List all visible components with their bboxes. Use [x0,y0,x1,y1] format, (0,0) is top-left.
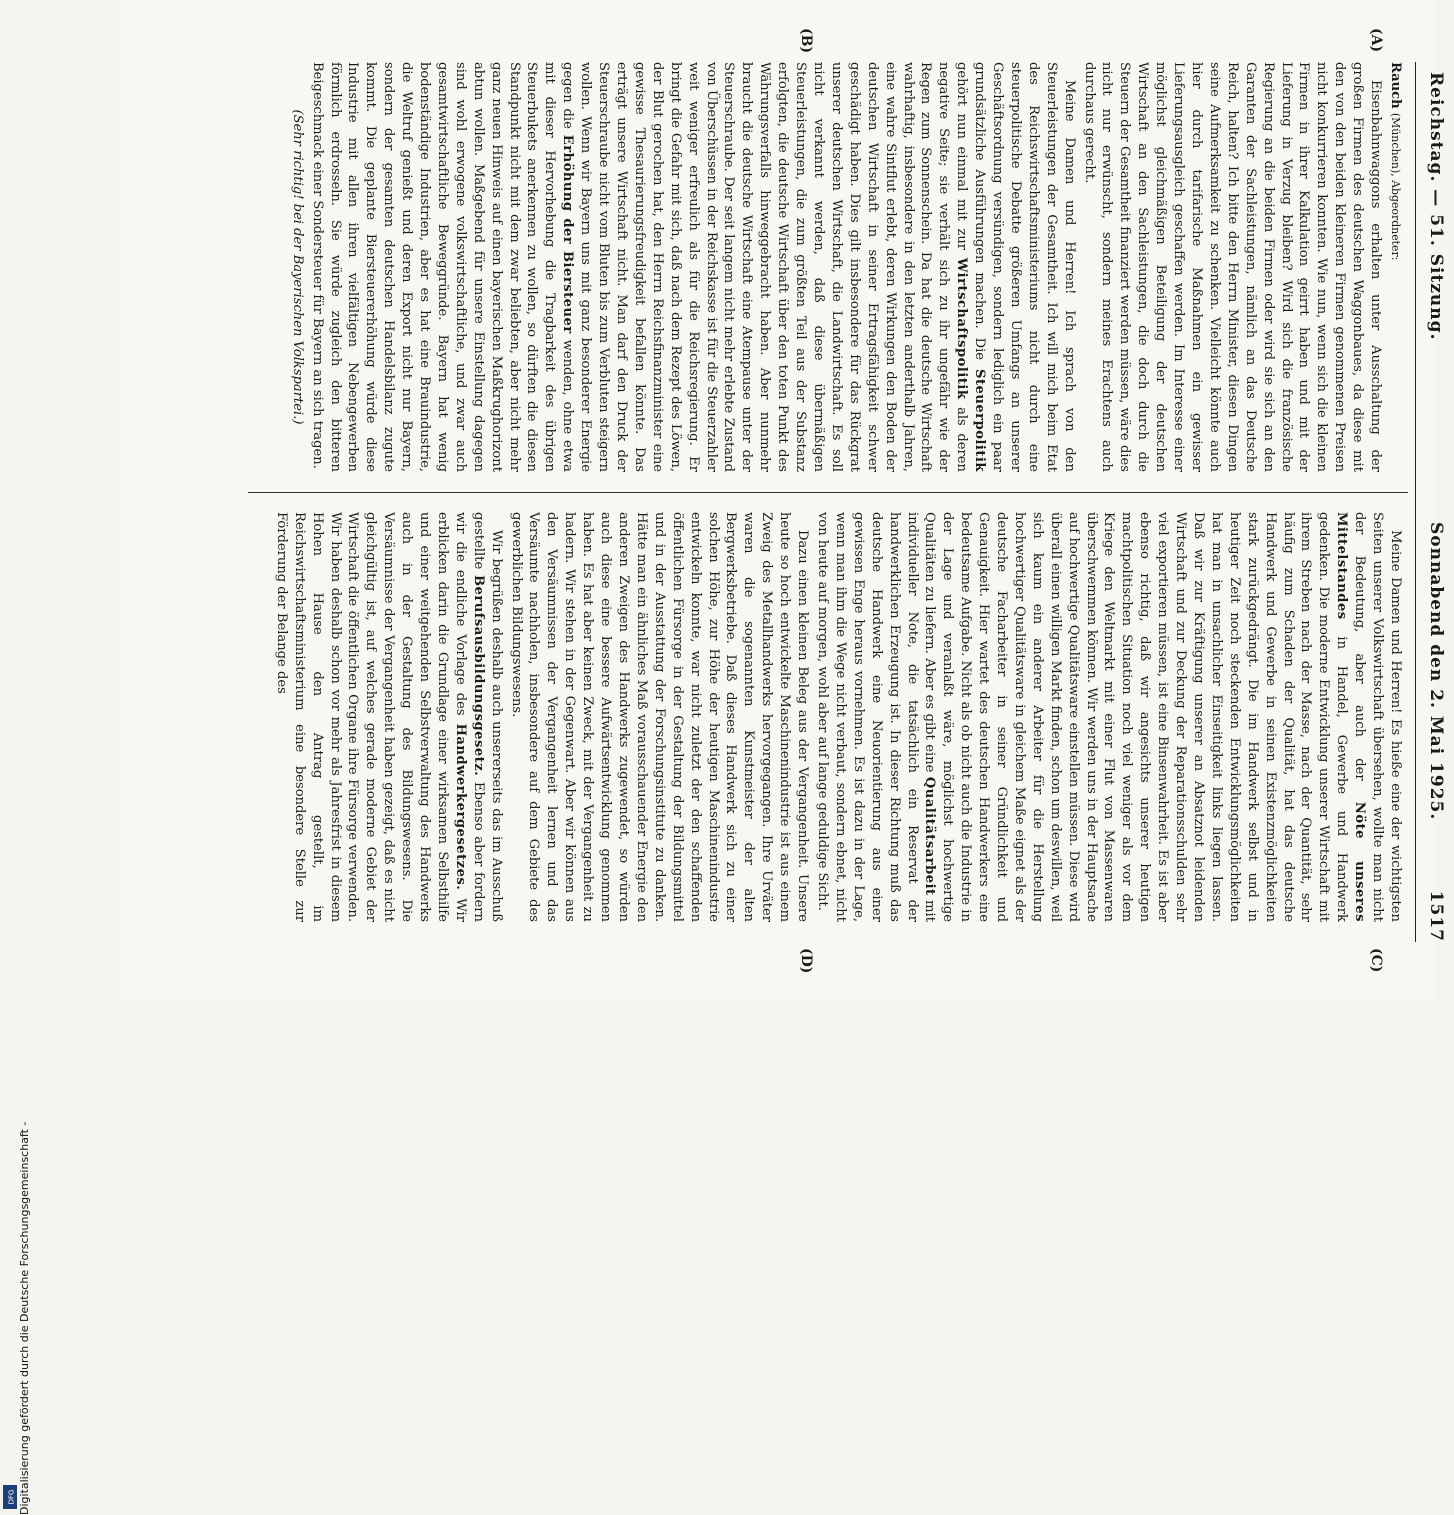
applause-note: (Sehr richtig! bei der Bayerischen Volkspartei.) [289,109,305,425]
margin-mark-c: (C) [1368,948,1384,973]
dfg-logo-text: DFG [7,1489,16,1505]
margin-mark-b: (B) [798,28,814,54]
column-separator [248,492,1408,493]
dfg-logo [3,1485,17,1509]
header-session: Reichstag. — 51. Sitzung. [1426,72,1446,341]
page-number: 1517 [1426,890,1446,942]
speaker-note: (München), Abgeordneter: [1389,112,1402,261]
text-run: Wir begrüßen deshalb auch unsererseits das im Ausschuß gestellte [470,512,504,922]
digitization-credit [0,520,31,1515]
speaker-line [1386,62,1404,472]
header-date: Sonnabend den 2. Mai 1925. [1426,522,1446,821]
emphasis: Erhöhung der Biersteuer [560,134,576,334]
scanned-page [120,0,1446,1000]
text-run: wenden, ohne etwa mit dieser Hervorhebung die Tragbarkeit des übrigen Steuerbukets anerkennen zu wollen, so dürften die diesen Standpunkt nicht mit dem zwar beliebten, aber nicht mehr ganz neuen Hinweis auf einen bayerischen Maßkrughorizont abtun wollen. Maßgebend für unsere Einstellung dagegen sind wohl erwogene volkswirtschaftliche, und zwar auch gesamtwirtschaftliche Beweggründe. Bayern hat wenig bodenständige Industrien, aber es hat eine Brauindustrie, die Weltruf genießt und deren Export nicht nur Bayern, sondern der gesamten deutschen Handelsbilanz zugute kommt. Die geplante Biersteuererhöhung würde diese Industrie mit allen ihren vielfältigen Nebengewerben förmlich erdrosseln. Sie würde zugleich den bitteren Beigeschmack einer Sondersteuer für Bayern an sich tragen. [309,62,576,472]
emphasis: Qualitätsarbeit [922,776,938,896]
emphasis: Berufsausbildungsgesetz. [470,574,486,777]
left-column [244,62,1404,472]
speaker-name: Rauch [1388,62,1403,109]
text-run: als deren negative Seite; sie verhält sich zu ihr ungefähr wie der Regen zum Sonnenschein. Da hat die deutsche Wirtschaft wahrhaftig, insbesondere in den letzten anderthalb Jahren, eine wahre Sintflut erlebt, deren Wirkungen den Boden der deutschen Wirtschaft in seiner Ertragsfähigkeit schwer geschädigt haben. Dies gilt insbesondere für das Rückgrat unserer deutschen Wirtschaft, die Landwirtschaft. Es soll nicht verkannt werden, daß diese übermäßigen Steuerleistungen, die zum größten Teil aus der Substanz erfolgten, die deutsche Wirtschaft über den toten Punkt des Währungsverfalls hinweggebracht haben. Aber nunmehr braucht die deutsche Wirtschaft eine Atempause unter der Steuerschraube. Der seit langem nicht mehr erlebte Zustand von Überschüssen in der Reichskasse ist für die Steuerzahler weit weniger erfreulich als für die Reichsregierung. Er bringt die Gefahr mit sich, daß nach dem Rezept des Löwen, der Blut gerochen hat, den Herrn Reichsfinanzminister eine gewisse Thesaurierungsfreudigkeit befallen könnte. Das erträgt unsere Wirtschaft nicht. Man darf den Druck der Steuerschraube nicht vom Bluten bis zum Verbluten steigern wollen. Wenn wir Bayern uns mit ganz besonderer Energie gegen die [560,62,970,472]
paragraph [308,62,1078,472]
emphasis: Steuerpolitik [972,368,988,472]
paragraph [813,512,1404,922]
text-run: Ebenso aber fordern wir die endliche Vorlage des [452,512,486,922]
text-run: in Handel, Gewerbe und Handwerk gedenken. Die moderne Entwicklung unserer Wirtschaft mit ihrem Streben nach der Masse, nach der Quantität, sehr häufig zum Schaden der Qualität, hat das deutsche Handwerk und Gewerbe in seinen Existenzmöglichkeiten stark zurückgedrängt. Die im Handwerk selbst und in heutiger Zeit noch steckenden Entwicklungsmöglichkeiten hat man in unsachlicher Einseitigkeit links liegen lassen. Daß wir zur Kräftigung unserer an Absatznot leidenden Wirtschaft und zur Deckung der Reparationsschulden sehr viel exportieren müssen, ist eine Binsenwahrheit. Es ist aber ebenso richtig, daß wir angesichts unserer heutigen machtpolitischen Situation noch viel weniger als vor dem Kriege den Weltmarkt mit einer Flut von Massenwaren überschwemmen können. Wir werden uns in der Hauptsache auf hochwertige Qualitätsware einstellen müssen. Diese wird überall einen willigen Markt finden, schon um deswillen, weil sich kaum ein anderer Arbeiter für die Herstellung hochwertiger Qualitätsware in gleichem Maße eignet als der deutsche Facharbeiter in seiner Gründlichkeit und Genauigkeit. Hier wartet des deutschen Handwerkers eine bedeutsame Aufgabe. Nicht als ob nicht auch die Industrie in der Lage und veranlaßt wäre, möglichst hochwertige Qualitäten zu liefern. Aber es gibt eine [922,512,1350,922]
page-header [1420,62,1454,942]
emphasis: Nöte unseres Mittelstandes [1334,512,1368,922]
paragraph: Dazu einen kleinen Beleg aus der Vergangenheit. Unsere heute so hoch entwickelte Maschinenindustrie ist aus einem Zweig des Metallhandwerks hervorgegangen. Ihre Urväter waren die sogenannten Kunstmeister der alten Bergwerksbetriebe. Daß dieses Handwerk sich zu einer solchen Höhe, zur Höhe der heutigen Maschinenindustrie entwickeln konnte, war nicht zuletzt der den schaffenden öffentlichen Fürsorge in der Gestaltung der Bildungsmittel und in der Ausstattung der Forschungsinstitute zu danken. Hätte man ein ähnliches Maß vorausschauender Energie den anderen Zweigen des Handwerks zugewendet, so würden auch diese eine bessere Aufwärtsentwicklung genommen haben. Es hat aber keinen Zweck, mit der Vergangenheit zu hadern. Wir stehen in der Gegenwart. Aber wir können aus den Versäumnissen der Vergangenheit lernen und das Versäumte nachholen, insbesondere auf dem Gebiete des gewerblichen Bildungswesens. [508,512,811,922]
right-column [244,512,1404,922]
margin-mark-d: (D) [798,948,814,974]
paragraph [272,512,505,922]
emphasis: Handwerkergesetzes. [452,723,468,891]
text-run: gehört nun einmal mit zur [954,62,970,251]
emphasis: Wirtschaftspolitik [954,257,970,400]
paragraph: Eisenbahnwaggons erhalten unter Ausschaltung der großen Firmen des deutschen Waggonbaues, da diese mit den von den beiden kleineren Firmen genommenen Preisen nicht konkurrieren konnten. Wie nun, wenn sich die kleinen Firmen in ihrer Kalkulation geirrt haben und mit der Lieferung in Verzug bleiben? Wird sich die französische Regierung an die beiden Firmen oder wird sie sich an den Garanten der Sachleistungen, nämlich an das Deutsche Reich, halten? Ich bitte den Herrn Minister, diesen Dingen seine Aufmerksamkeit zu schenken. Vielleicht könnte auch hier durch tarifarische Maßnahmen ein gewisser Lieferungsausgleich geschaffen werden. Im Interesse einer möglichst gleichmäßigen Beteiligung der deutschen Wirtschaft an den Sachleistungen, die doch durch die Steuern der Gesamtheit finanziert werden müssen, wäre dies nicht nur erwünscht, sondern meines Erachtens auch durchaus gerecht. [1081,62,1384,472]
text-run: mit individueller Note, die tatsächlich ein Reservat der handwerklichen Erzeugung ist. In dieser Richtung muß das deutsche Handwerk eine Neuorientierung aus einer gewissen Enge heraus vornehmen. Es ist dazu in der Lage, wenn man ihm die Wege nicht verbaut, sondern ebnet, nicht von heute auf morgen, wohl aber auf lange geduldige Sicht. [815,512,938,922]
margin-mark-a: (A) [1368,28,1384,53]
text-run: Meine Damen und Herren! Es hieße eine der wichtigsten Seiten unserer Volkswirtschaft übersehen, wollte man nicht der Bedeutung, aber auch der [1352,512,1403,922]
rotated-page-content [224,28,1454,974]
text-run: Wir erblicken darin die Grundlage einer wirksamen Selbsthilfe und einer weitgehenden Selbstverwaltung des Handwerks auch in der Gestaltung des Bildungswesens. Die Versäumnisse der Vergangenheit haben gezeigt, daß es nicht gleichgültig ist, auf welches gerade moderne Gebiet der Wirtschaft die öffentlichen Organe ihre Fürsorge verwenden. Wir haben deshalb schon vor mehr als Jahresfrist in diesem Hohen Hause den Antrag gestellt, im Reichswirtschaftsministerium eine besondere Stelle zur Förderung der Belange des [273,512,468,922]
header-rule [1415,62,1416,942]
text-run: Meine Damen und Herren! Ich sprach von den Steuerleistungen der Gesamtheit. Ich will mich beim Etat des Reichswirtschaftsministeriums nicht durch eine steuerpolitische Debatte größeren Umfangs an unserer Geschäftsordnung versündigen, sondern lediglich ein paar grundsätzliche Ausführungen machen. Die [972,62,1077,472]
credit-text: Digitalisierung gefördert durch die Deutsche Forschungsgemeinschaft - [18,1121,31,1515]
